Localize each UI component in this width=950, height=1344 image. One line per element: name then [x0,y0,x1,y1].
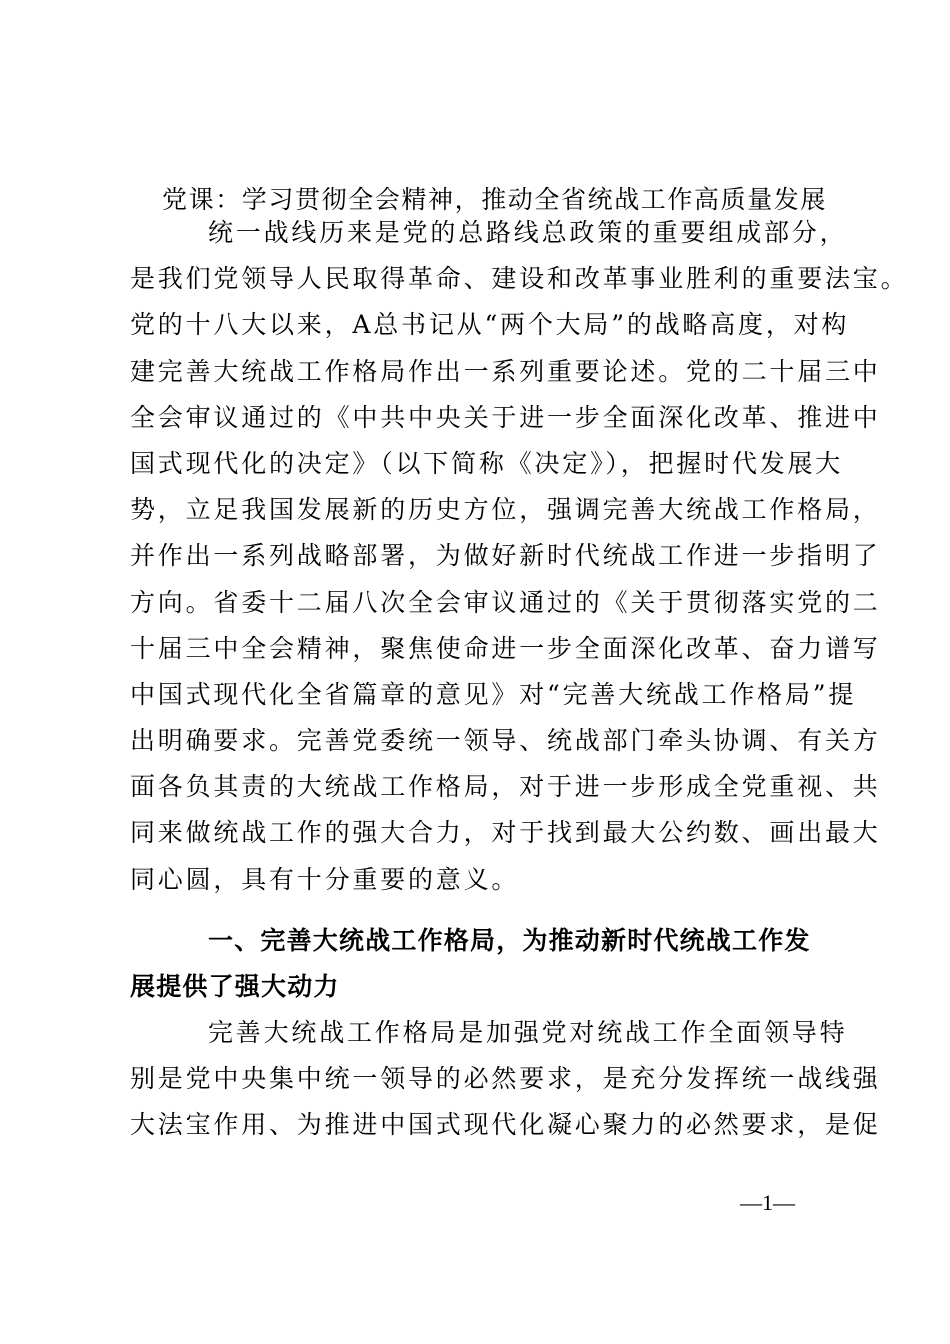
page-number: —1— [740,1190,795,1215]
paragraph-line: 统一战线历来是党的总路线总政策的重要组成部分， [208,218,848,247]
paragraph-line: 并作出一系列战略部署，为做好新时代统战工作进一步指明了 [130,541,881,571]
paragraph-line: 全会审议通过的《中共中央关于进一步全面深化改革、推进中 [130,402,881,432]
section-heading-1 [130,918,840,1010]
paragraph-line: 是我们党领导人民取得革命、建设和改革事业胜利的重要法宝。 [130,264,909,294]
paragraph-line: 同心圆，具有十分重要的意义。 [130,864,520,894]
paragraph-line: 完善大统战工作格局是加强党对统战工作全面领导特 [208,1018,848,1047]
body-paragraph-2 [130,1010,881,1149]
paragraph-line: 党的十八大以来，A总书记从“两个大局”的战略高度，对构 [130,310,850,340]
heading-line: 展提供了强大动力 [130,972,340,1002]
paragraph-line: 国式现代化的决定》（以下简称《决定》），把握时代发展大 [130,448,844,478]
heading-line: 一、完善大统战工作格局，为推动新时代统战工作发 [208,926,811,955]
paragraph-line: 别是党中央集中统一领导的必然要求，是充分发挥统一战线强 [130,1064,881,1094]
paragraph-line: 建完善大统战工作格局作出一系列重要论述。党的二十届三中 [130,356,881,386]
paragraph-line: 势，立足我国发展新的历史方位，强调完善大统战工作格局， [130,495,881,525]
body-paragraph-1 [130,210,909,903]
paragraph-line: 同来做统战工作的强大合力，对于找到最大公约数、画出最大 [130,818,881,848]
paragraph-line: 中国式现代化全省篇章的意见》对“完善大统战工作格局”提 [130,679,857,709]
paragraph-line: 出明确要求。完善党委统一领导、统战部门牵头协调、有关方 [130,726,881,756]
document-title: 党课：学习贯彻全会精神，推动全省统战工作高质量发展 [162,185,828,214]
paragraph-line: 面各负其责的大统战工作格局，对于进一步形成全党重视、共 [130,772,881,802]
paragraph-line: 十届三中全会精神，聚焦使命进一步全面深化改革、奋力谱写 [130,633,881,663]
paragraph-line: 方向。省委十二届八次全会审议通过的《关于贯彻落实党的二 [130,587,881,617]
paragraph-line: 大法宝作用、为推进中国式现代化凝心聚力的必然要求，是促 [130,1110,881,1140]
